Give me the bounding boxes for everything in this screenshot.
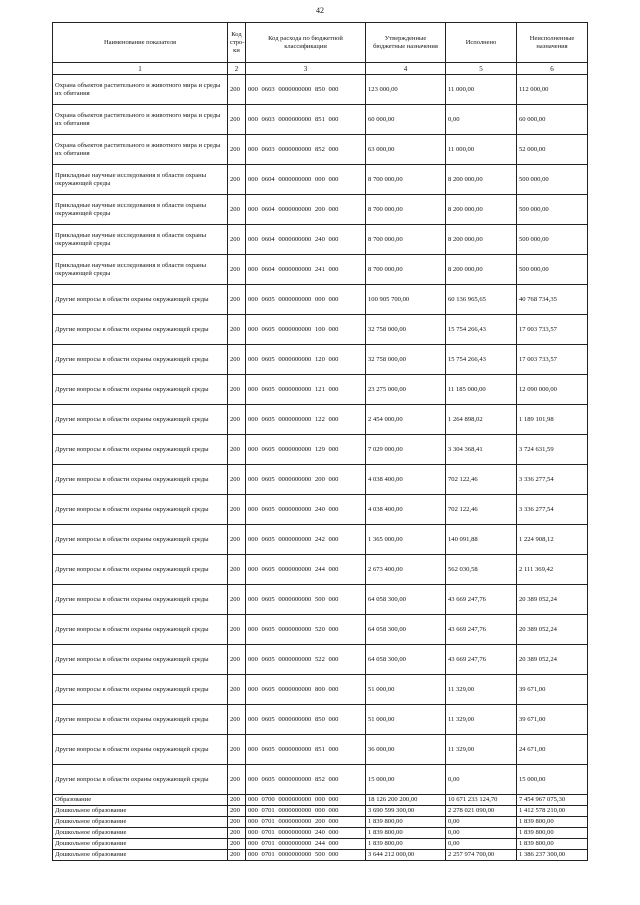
row-kbk-cell: 000 0605 0000000000 500 000 <box>246 585 366 615</box>
row-name-cell: Дошкольное образование <box>53 817 228 828</box>
row-name-cell: Другие вопросы в области охраны окружающей среды <box>53 615 228 645</box>
row-approved-cell: 51 000,00 <box>366 675 446 705</box>
row-kbk-cell: 000 0701 0000000000 240 000 <box>246 828 366 839</box>
row-unexecuted-cell: 60 000,00 <box>517 105 588 135</box>
row-name-cell: Другие вопросы в области охраны окружающей среды <box>53 585 228 615</box>
row-name-cell: Прикладные научные исследования в области охраны окружающей среды <box>53 225 228 255</box>
row-approved-cell: 64 058 300,00 <box>366 645 446 675</box>
row-code-cell: 200 <box>228 75 246 105</box>
row-kbk-cell: 000 0605 0000000000 100 000 <box>246 315 366 345</box>
row-unexecuted-cell: 1 839 800,00 <box>517 828 588 839</box>
budget-execution-table <box>52 22 588 861</box>
table-row <box>53 850 588 861</box>
table-row <box>53 315 588 345</box>
row-approved-cell: 3 644 212 000,00 <box>366 850 446 861</box>
row-code-cell: 200 <box>228 495 246 525</box>
row-approved-cell: 4 038 400,00 <box>366 495 446 525</box>
table-row <box>53 525 588 555</box>
row-code-cell: 200 <box>228 225 246 255</box>
row-code-cell: 200 <box>228 735 246 765</box>
row-code-cell: 200 <box>228 839 246 850</box>
table-row <box>53 495 588 525</box>
column-number: 3 <box>246 63 366 75</box>
row-executed-cell: 8 200 000,00 <box>446 195 517 225</box>
row-name-cell: Дошкольное образование <box>53 806 228 817</box>
row-approved-cell: 63 000,00 <box>366 135 446 165</box>
row-kbk-cell: 000 0605 0000000000 800 000 <box>246 675 366 705</box>
row-code-cell: 200 <box>228 165 246 195</box>
row-name-cell: Другие вопросы в области охраны окружающей среды <box>53 345 228 375</box>
row-unexecuted-cell: 1 839 800,00 <box>517 817 588 828</box>
row-unexecuted-cell: 15 000,00 <box>517 765 588 795</box>
table-row <box>53 435 588 465</box>
row-kbk-cell: 000 0604 0000000000 241 000 <box>246 255 366 285</box>
row-unexecuted-cell: 1 386 237 300,00 <box>517 850 588 861</box>
column-number: 2 <box>228 63 246 75</box>
row-unexecuted-cell: 17 003 733,57 <box>517 345 588 375</box>
row-code-cell: 200 <box>228 806 246 817</box>
row-unexecuted-cell: 20 389 052,24 <box>517 615 588 645</box>
col-code-header: Код стро-ки <box>228 23 246 63</box>
row-approved-cell: 36 000,00 <box>366 735 446 765</box>
table-row <box>53 465 588 495</box>
row-kbk-cell: 000 0701 0000000000 244 000 <box>246 839 366 850</box>
row-code-cell: 200 <box>228 315 246 345</box>
row-executed-cell: 8 200 000,00 <box>446 225 517 255</box>
row-unexecuted-cell: 1 224 908,12 <box>517 525 588 555</box>
row-executed-cell: 0,00 <box>446 765 517 795</box>
row-kbk-cell: 000 0605 0000000000 122 000 <box>246 405 366 435</box>
row-kbk-cell: 000 0701 0000000000 500 000 <box>246 850 366 861</box>
row-approved-cell: 100 905 700,00 <box>366 285 446 315</box>
row-code-cell: 200 <box>228 285 246 315</box>
row-approved-cell: 32 758 000,00 <box>366 345 446 375</box>
row-approved-cell: 32 758 000,00 <box>366 315 446 345</box>
table-row <box>53 817 588 828</box>
row-approved-cell: 23 275 000,00 <box>366 375 446 405</box>
row-kbk-cell: 000 0605 0000000000 244 000 <box>246 555 366 585</box>
row-name-cell: Другие вопросы в области охраны окружающей среды <box>53 705 228 735</box>
row-executed-cell: 15 754 266,43 <box>446 345 517 375</box>
row-code-cell: 200 <box>228 105 246 135</box>
row-unexecuted-cell: 7 454 967 075,30 <box>517 795 588 806</box>
row-unexecuted-cell: 24 671,00 <box>517 735 588 765</box>
row-approved-cell: 7 029 000,00 <box>366 435 446 465</box>
row-code-cell: 200 <box>228 375 246 405</box>
table-row <box>53 165 588 195</box>
column-number: 1 <box>53 63 228 75</box>
row-code-cell: 200 <box>228 615 246 645</box>
row-approved-cell: 123 000,00 <box>366 75 446 105</box>
col-kbk-header: Код расхода по бюджетной классификации <box>246 23 366 63</box>
row-unexecuted-cell: 3 724 631,59 <box>517 435 588 465</box>
row-code-cell: 200 <box>228 828 246 839</box>
row-unexecuted-cell: 500 000,00 <box>517 195 588 225</box>
row-unexecuted-cell: 112 000,00 <box>517 75 588 105</box>
row-name-cell: Другие вопросы в области охраны окружающей среды <box>53 765 228 795</box>
row-approved-cell: 60 000,00 <box>366 105 446 135</box>
table-row <box>53 555 588 585</box>
row-name-cell: Другие вопросы в области охраны окружающей среды <box>53 675 228 705</box>
row-unexecuted-cell: 1 839 800,00 <box>517 839 588 850</box>
row-code-cell: 200 <box>228 255 246 285</box>
row-executed-cell: 3 304 368,41 <box>446 435 517 465</box>
table-row <box>53 806 588 817</box>
row-unexecuted-cell: 3 336 277,54 <box>517 465 588 495</box>
row-kbk-cell: 000 0605 0000000000 850 000 <box>246 705 366 735</box>
row-executed-cell: 2 278 021 090,00 <box>446 806 517 817</box>
row-code-cell: 200 <box>228 645 246 675</box>
table-row <box>53 105 588 135</box>
row-code-cell: 200 <box>228 705 246 735</box>
row-approved-cell: 51 000,00 <box>366 705 446 735</box>
row-kbk-cell: 000 0605 0000000000 852 000 <box>246 765 366 795</box>
row-name-cell: Прикладные научные исследования в области охраны окружающей среды <box>53 165 228 195</box>
table-row <box>53 795 588 806</box>
row-executed-cell: 10 671 233 124,70 <box>446 795 517 806</box>
row-name-cell: Другие вопросы в области охраны окружающей среды <box>53 465 228 495</box>
row-executed-cell: 0,00 <box>446 839 517 850</box>
row-kbk-cell: 000 0605 0000000000 200 000 <box>246 465 366 495</box>
row-kbk-cell: 000 0605 0000000000 240 000 <box>246 495 366 525</box>
row-unexecuted-cell: 39 671,00 <box>517 705 588 735</box>
row-approved-cell: 15 000,00 <box>366 765 446 795</box>
row-kbk-cell: 000 0701 0000000000 200 000 <box>246 817 366 828</box>
row-kbk-cell: 000 0605 0000000000 520 000 <box>246 615 366 645</box>
row-code-cell: 200 <box>228 585 246 615</box>
row-code-cell: 200 <box>228 465 246 495</box>
row-executed-cell: 60 136 965,65 <box>446 285 517 315</box>
row-approved-cell: 18 126 200 200,00 <box>366 795 446 806</box>
table-row <box>53 765 588 795</box>
row-approved-cell: 8 700 000,00 <box>366 165 446 195</box>
row-kbk-cell: 000 0603 0000000000 851 000 <box>246 105 366 135</box>
row-kbk-cell: 000 0604 0000000000 200 000 <box>246 195 366 225</box>
row-kbk-cell: 000 0605 0000000000 000 000 <box>246 285 366 315</box>
row-code-cell: 200 <box>228 850 246 861</box>
row-unexecuted-cell: 17 003 733,57 <box>517 315 588 345</box>
row-unexecuted-cell: 52 000,00 <box>517 135 588 165</box>
row-code-cell: 200 <box>228 435 246 465</box>
row-unexecuted-cell: 1 412 578 210,00 <box>517 806 588 817</box>
row-unexecuted-cell: 500 000,00 <box>517 225 588 255</box>
row-approved-cell: 3 690 599 300,00 <box>366 806 446 817</box>
row-name-cell: Охрана объектов растительного и животного мира и среды их обитания <box>53 135 228 165</box>
row-executed-cell: 702 122,46 <box>446 495 517 525</box>
row-name-cell: Дошкольное образование <box>53 828 228 839</box>
row-kbk-cell: 000 0605 0000000000 120 000 <box>246 345 366 375</box>
page-number: 42 <box>316 6 324 15</box>
row-unexecuted-cell: 20 389 052,24 <box>517 645 588 675</box>
table-row <box>53 345 588 375</box>
row-executed-cell: 140 091,88 <box>446 525 517 555</box>
row-name-cell: Другие вопросы в области охраны окружающей среды <box>53 645 228 675</box>
row-kbk-cell: 000 0605 0000000000 121 000 <box>246 375 366 405</box>
table-row <box>53 615 588 645</box>
row-name-cell: Образование <box>53 795 228 806</box>
table-row <box>53 375 588 405</box>
row-approved-cell: 1 839 800,00 <box>366 817 446 828</box>
row-approved-cell: 2 673 400,00 <box>366 555 446 585</box>
row-executed-cell: 11 329,00 <box>446 735 517 765</box>
row-approved-cell: 64 058 300,00 <box>366 615 446 645</box>
row-approved-cell: 4 038 400,00 <box>366 465 446 495</box>
row-unexecuted-cell: 3 336 277,54 <box>517 495 588 525</box>
row-approved-cell: 8 700 000,00 <box>366 225 446 255</box>
row-name-cell: Охрана объектов растительного и животного мира и среды их обитания <box>53 105 228 135</box>
row-kbk-cell: 000 0604 0000000000 000 000 <box>246 165 366 195</box>
row-code-cell: 200 <box>228 345 246 375</box>
table-row <box>53 255 588 285</box>
row-code-cell: 200 <box>228 765 246 795</box>
row-code-cell: 200 <box>228 555 246 585</box>
row-code-cell: 200 <box>228 675 246 705</box>
row-unexecuted-cell: 12 090 000,00 <box>517 375 588 405</box>
row-executed-cell: 2 257 974 700,00 <box>446 850 517 861</box>
row-name-cell: Прикладные научные исследования в области охраны окружающей среды <box>53 255 228 285</box>
row-code-cell: 200 <box>228 525 246 555</box>
table-row <box>53 839 588 850</box>
row-unexecuted-cell: 500 000,00 <box>517 165 588 195</box>
row-name-cell: Другие вопросы в области охраны окружающей среды <box>53 555 228 585</box>
row-executed-cell: 43 669 247,76 <box>446 615 517 645</box>
row-approved-cell: 8 700 000,00 <box>366 195 446 225</box>
row-name-cell: Дошкольное образование <box>53 839 228 850</box>
row-unexecuted-cell: 500 000,00 <box>517 255 588 285</box>
row-name-cell: Дошкольное образование <box>53 850 228 861</box>
row-name-cell: Другие вопросы в области охраны окружающей среды <box>53 375 228 405</box>
row-approved-cell: 1 365 000,00 <box>366 525 446 555</box>
row-executed-cell: 1 264 898,02 <box>446 405 517 435</box>
row-executed-cell: 11 329,00 <box>446 705 517 735</box>
table-row <box>53 735 588 765</box>
table-row <box>53 675 588 705</box>
row-executed-cell: 0,00 <box>446 105 517 135</box>
row-approved-cell: 1 839 800,00 <box>366 839 446 850</box>
row-executed-cell: 0,00 <box>446 817 517 828</box>
row-name-cell: Другие вопросы в области охраны окружающей среды <box>53 405 228 435</box>
row-executed-cell: 11 185 000,00 <box>446 375 517 405</box>
col-unexecuted-header: Неисполненные назначения <box>517 23 588 63</box>
row-name-cell: Другие вопросы в области охраны окружающей среды <box>53 525 228 555</box>
table-row <box>53 135 588 165</box>
row-name-cell: Другие вопросы в области охраны окружающей среды <box>53 495 228 525</box>
table-row <box>53 405 588 435</box>
table-row <box>53 195 588 225</box>
row-kbk-cell: 000 0603 0000000000 850 000 <box>246 75 366 105</box>
row-unexecuted-cell: 20 389 052,24 <box>517 585 588 615</box>
col-name-header: Наименование показателя <box>53 23 228 63</box>
row-name-cell: Другие вопросы в области охраны окружающей среды <box>53 285 228 315</box>
row-kbk-cell: 000 0604 0000000000 240 000 <box>246 225 366 255</box>
row-kbk-cell: 000 0605 0000000000 129 000 <box>246 435 366 465</box>
row-code-cell: 200 <box>228 195 246 225</box>
row-name-cell: Другие вопросы в области охраны окружающей среды <box>53 435 228 465</box>
row-executed-cell: 43 669 247,76 <box>446 585 517 615</box>
table-row <box>53 285 588 315</box>
col-approved-header: Утвержденные бюджетные назначения <box>366 23 446 63</box>
row-executed-cell: 11 000,00 <box>446 135 517 165</box>
row-kbk-cell: 000 0605 0000000000 522 000 <box>246 645 366 675</box>
row-name-cell: Охрана объектов растительного и животного мира и среды их обитания <box>53 75 228 105</box>
row-executed-cell: 8 200 000,00 <box>446 255 517 285</box>
row-executed-cell: 43 669 247,76 <box>446 645 517 675</box>
row-approved-cell: 2 454 000,00 <box>366 405 446 435</box>
row-code-cell: 200 <box>228 405 246 435</box>
row-executed-cell: 8 200 000,00 <box>446 165 517 195</box>
row-approved-cell: 64 058 300,00 <box>366 585 446 615</box>
row-name-cell: Прикладные научные исследования в области охраны окружающей среды <box>53 195 228 225</box>
row-code-cell: 200 <box>228 135 246 165</box>
table-row <box>53 585 588 615</box>
row-approved-cell: 8 700 000,00 <box>366 255 446 285</box>
row-executed-cell: 11 000,00 <box>446 75 517 105</box>
table-header <box>53 23 588 75</box>
table-row <box>53 75 588 105</box>
column-number: 4 <box>366 63 446 75</box>
row-executed-cell: 702 122,46 <box>446 465 517 495</box>
row-name-cell: Другие вопросы в области охраны окружающей среды <box>53 315 228 345</box>
row-code-cell: 200 <box>228 817 246 828</box>
row-unexecuted-cell: 40 768 734,35 <box>517 285 588 315</box>
row-approved-cell: 1 839 800,00 <box>366 828 446 839</box>
row-executed-cell: 11 329,00 <box>446 675 517 705</box>
row-unexecuted-cell: 39 671,00 <box>517 675 588 705</box>
table-row <box>53 828 588 839</box>
row-executed-cell: 562 030,58 <box>446 555 517 585</box>
column-number: 6 <box>517 63 588 75</box>
row-executed-cell: 0,00 <box>446 828 517 839</box>
col-executed-header: Исполнено <box>446 23 517 63</box>
table-row <box>53 225 588 255</box>
row-kbk-cell: 000 0700 0000000000 000 000 <box>246 795 366 806</box>
table-row <box>53 705 588 735</box>
table-body <box>53 75 588 861</box>
row-executed-cell: 15 754 266,43 <box>446 315 517 345</box>
row-kbk-cell: 000 0603 0000000000 852 000 <box>246 135 366 165</box>
row-name-cell: Другие вопросы в области охраны окружающей среды <box>53 735 228 765</box>
row-kbk-cell: 000 0605 0000000000 242 000 <box>246 525 366 555</box>
column-number: 5 <box>446 63 517 75</box>
row-code-cell: 200 <box>228 795 246 806</box>
row-unexecuted-cell: 1 189 101,98 <box>517 405 588 435</box>
row-kbk-cell: 000 0605 0000000000 851 000 <box>246 735 366 765</box>
row-kbk-cell: 000 0701 0000000000 000 000 <box>246 806 366 817</box>
column-numbers-row <box>53 63 588 75</box>
row-unexecuted-cell: 2 111 369,42 <box>517 555 588 585</box>
table-row <box>53 645 588 675</box>
